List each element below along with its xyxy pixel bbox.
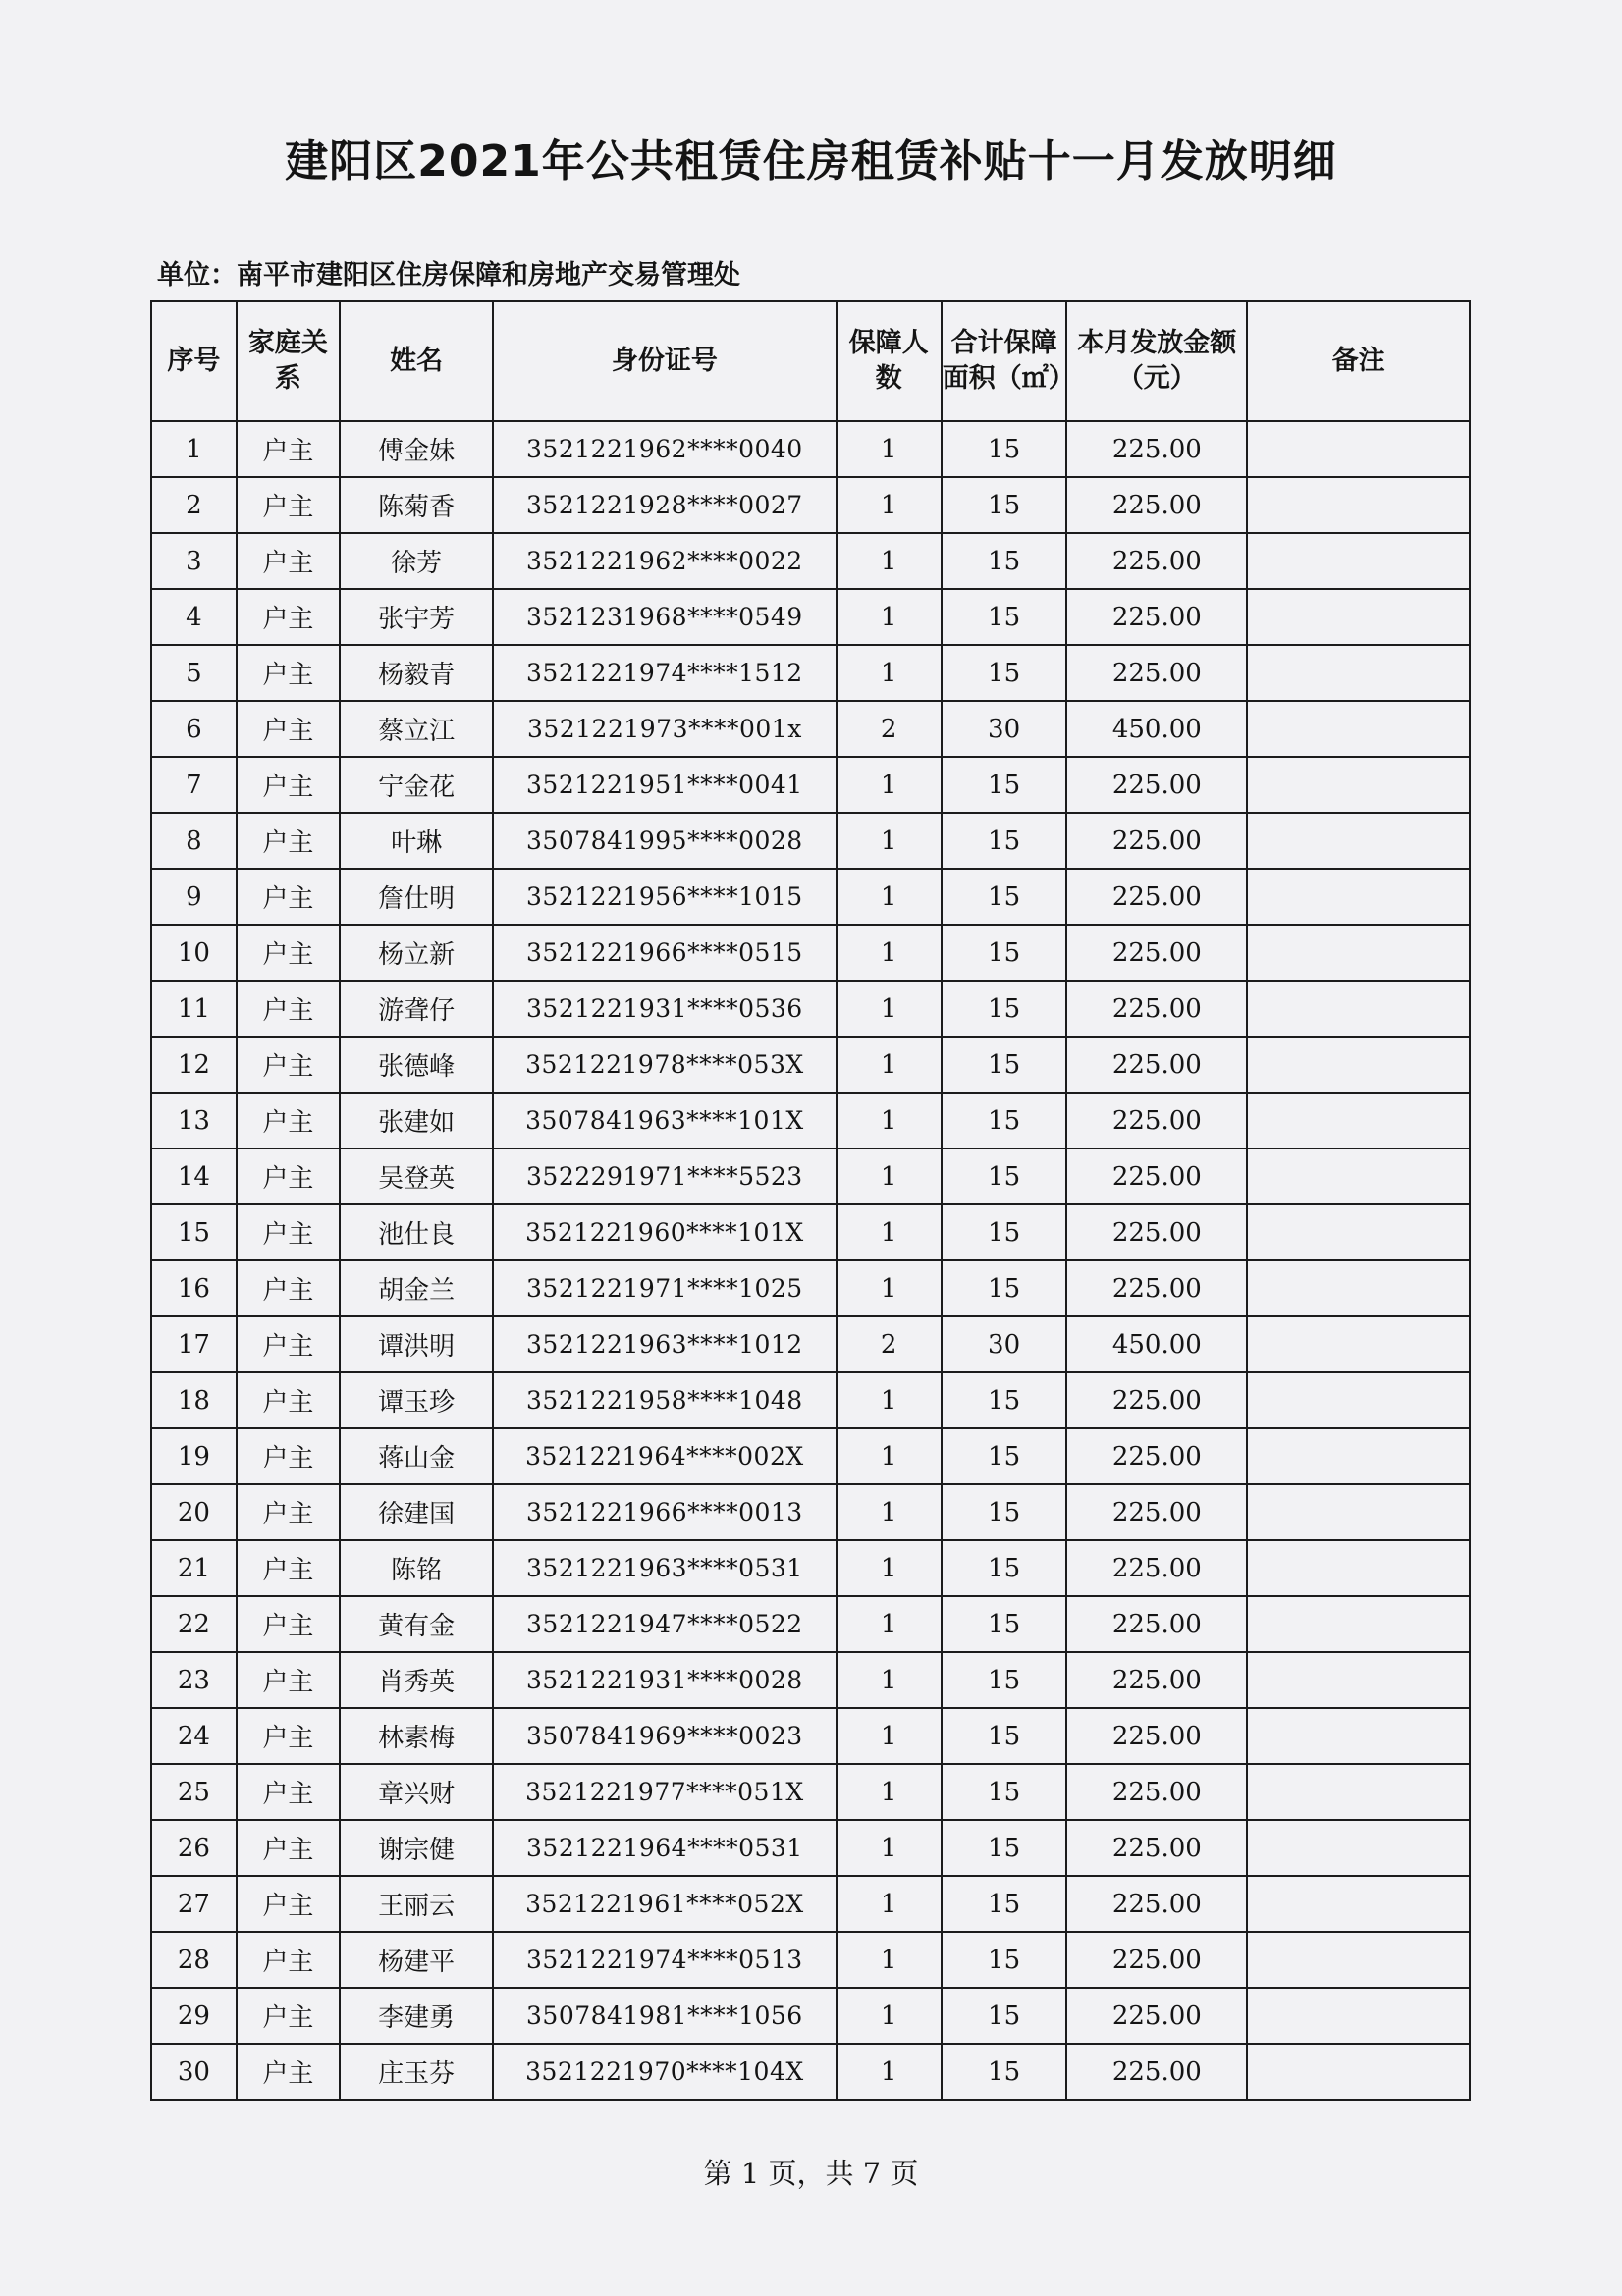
cell-persons: 2 (837, 701, 942, 757)
cell-persons: 1 (837, 1428, 942, 1484)
cell-persons: 1 (837, 1764, 942, 1820)
cell-note (1247, 1428, 1470, 1484)
table-row (151, 589, 1470, 645)
table-row (151, 1316, 1470, 1372)
table-row (151, 1260, 1470, 1316)
cell-note (1247, 981, 1470, 1037)
cell-amount: 225.00 (1066, 1596, 1247, 1652)
cell-name: 庄玉芬 (340, 2044, 493, 2100)
cell-id: 3521221966****0515 (493, 925, 836, 981)
cell-area: 15 (942, 645, 1067, 701)
cell-name: 叶琳 (340, 813, 493, 869)
cell-persons: 1 (837, 757, 942, 813)
table-row (151, 1708, 1470, 1764)
cell-note (1247, 1372, 1470, 1428)
cell-persons: 1 (837, 813, 942, 869)
cell-seq: 10 (151, 925, 237, 981)
cell-area: 15 (942, 1876, 1067, 1932)
table-row (151, 981, 1470, 1037)
cell-note (1247, 1540, 1470, 1596)
cell-relation: 户主 (237, 589, 340, 645)
cell-note (1247, 1148, 1470, 1204)
cell-id: 3507841963****101X (493, 1093, 836, 1148)
table-row (151, 1428, 1470, 1484)
cell-area: 15 (942, 1093, 1067, 1148)
cell-area: 15 (942, 1820, 1067, 1876)
subsidy-table (150, 300, 1471, 2101)
cell-seq: 28 (151, 1932, 237, 1988)
cell-relation: 户主 (237, 1596, 340, 1652)
cell-persons: 1 (837, 1093, 942, 1148)
cell-id: 3521221958****1048 (493, 1372, 836, 1428)
cell-amount: 225.00 (1066, 869, 1247, 925)
cell-persons: 1 (837, 1596, 942, 1652)
cell-name: 陈铭 (340, 1540, 493, 1596)
cell-seq: 26 (151, 1820, 237, 1876)
header-id: 身份证号 (493, 301, 836, 421)
cell-relation: 户主 (237, 1484, 340, 1540)
cell-relation: 户主 (237, 533, 340, 589)
table-row (151, 1204, 1470, 1260)
cell-name: 杨毅青 (340, 645, 493, 701)
cell-relation: 户主 (237, 1540, 340, 1596)
cell-area: 15 (942, 1596, 1067, 1652)
cell-amount: 225.00 (1066, 1484, 1247, 1540)
cell-relation: 户主 (237, 1148, 340, 1204)
table-row (151, 701, 1470, 757)
cell-area: 15 (942, 1708, 1067, 1764)
cell-name: 傅金妹 (340, 421, 493, 477)
cell-id: 3521221964****002X (493, 1428, 836, 1484)
cell-seq: 4 (151, 589, 237, 645)
cell-relation: 户主 (237, 1988, 340, 2044)
cell-note (1247, 1764, 1470, 1820)
cell-note (1247, 2044, 1470, 2100)
cell-persons: 1 (837, 1484, 942, 1540)
cell-note (1247, 645, 1470, 701)
cell-id: 3521221963****0531 (493, 1540, 836, 1596)
cell-id: 3522291971****5523 (493, 1148, 836, 1204)
table-row (151, 645, 1470, 701)
table-row (151, 533, 1470, 589)
cell-amount: 225.00 (1066, 1708, 1247, 1764)
cell-persons: 1 (837, 1204, 942, 1260)
cell-id: 3521221931****0028 (493, 1652, 836, 1708)
cell-id: 3521221951****0041 (493, 757, 836, 813)
cell-seq: 24 (151, 1708, 237, 1764)
cell-amount: 225.00 (1066, 1204, 1247, 1260)
cell-persons: 1 (837, 589, 942, 645)
cell-amount: 225.00 (1066, 2044, 1247, 2100)
cell-seq: 1 (151, 421, 237, 477)
table-row (151, 2044, 1470, 2100)
cell-note (1247, 1093, 1470, 1148)
header-seq: 序号 (151, 301, 237, 421)
cell-amount: 225.00 (1066, 1652, 1247, 1708)
cell-relation: 户主 (237, 925, 340, 981)
cell-relation: 户主 (237, 1932, 340, 1988)
cell-amount: 225.00 (1066, 1988, 1247, 2044)
table-row (151, 757, 1470, 813)
cell-relation: 户主 (237, 477, 340, 533)
header-area: 合计保障面积（㎡） (942, 301, 1067, 421)
cell-area: 15 (942, 1372, 1067, 1428)
cell-note (1247, 477, 1470, 533)
cell-name: 徐建国 (340, 1484, 493, 1540)
cell-note (1247, 813, 1470, 869)
cell-id: 3521221956****1015 (493, 869, 836, 925)
table-row (151, 1148, 1470, 1204)
cell-note (1247, 701, 1470, 757)
cell-name: 王丽云 (340, 1876, 493, 1932)
cell-persons: 1 (837, 1988, 942, 2044)
cell-persons: 2 (837, 1316, 942, 1372)
table-row (151, 1540, 1470, 1596)
cell-note (1247, 1596, 1470, 1652)
cell-area: 15 (942, 925, 1067, 981)
cell-seq: 23 (151, 1652, 237, 1708)
cell-area: 15 (942, 1932, 1067, 1988)
cell-name: 徐芳 (340, 533, 493, 589)
cell-area: 15 (942, 1428, 1067, 1484)
cell-id: 3521221962****0040 (493, 421, 836, 477)
cell-id: 3521231968****0549 (493, 589, 836, 645)
cell-name: 张德峰 (340, 1037, 493, 1093)
cell-id: 3521221928****0027 (493, 477, 836, 533)
cell-amount: 225.00 (1066, 1428, 1247, 1484)
cell-persons: 1 (837, 421, 942, 477)
cell-area: 15 (942, 1540, 1067, 1596)
cell-name: 谭洪明 (340, 1316, 493, 1372)
cell-seq: 17 (151, 1316, 237, 1372)
cell-name: 谭玉珍 (340, 1372, 493, 1428)
cell-amount: 225.00 (1066, 421, 1247, 477)
cell-seq: 19 (151, 1428, 237, 1484)
cell-area: 15 (942, 2044, 1067, 2100)
cell-amount: 225.00 (1066, 1876, 1247, 1932)
cell-area: 15 (942, 1204, 1067, 1260)
cell-seq: 20 (151, 1484, 237, 1540)
cell-area: 30 (942, 701, 1067, 757)
cell-area: 15 (942, 477, 1067, 533)
table-row (151, 421, 1470, 477)
cell-relation: 户主 (237, 421, 340, 477)
page-number: 第 1 页，共 7 页 (703, 2157, 919, 2190)
header-note: 备注 (1247, 301, 1470, 421)
cell-seq: 16 (151, 1260, 237, 1316)
cell-id: 3521221963****1012 (493, 1316, 836, 1372)
table-row (151, 1093, 1470, 1148)
cell-area: 15 (942, 1037, 1067, 1093)
cell-note (1247, 1037, 1470, 1093)
cell-name: 池仕良 (340, 1204, 493, 1260)
cell-amount: 225.00 (1066, 1148, 1247, 1204)
cell-id: 3521221974****1512 (493, 645, 836, 701)
cell-name: 陈菊香 (340, 477, 493, 533)
table-row (151, 1372, 1470, 1428)
cell-seq: 13 (151, 1093, 237, 1148)
cell-persons: 1 (837, 1652, 942, 1708)
cell-id: 3507841981****1056 (493, 1988, 836, 2044)
table-row (151, 1652, 1470, 1708)
cell-persons: 1 (837, 1932, 942, 1988)
cell-amount: 450.00 (1066, 1316, 1247, 1372)
cell-area: 15 (942, 757, 1067, 813)
cell-amount: 225.00 (1066, 1260, 1247, 1316)
table-row (151, 1932, 1470, 1988)
cell-seq: 11 (151, 981, 237, 1037)
table-row (151, 477, 1470, 533)
cell-area: 15 (942, 589, 1067, 645)
cell-amount: 450.00 (1066, 701, 1247, 757)
table-row (151, 1037, 1470, 1093)
cell-relation: 户主 (237, 981, 340, 1037)
cell-relation: 户主 (237, 869, 340, 925)
cell-amount: 225.00 (1066, 645, 1247, 701)
cell-seq: 5 (151, 645, 237, 701)
cell-persons: 1 (837, 869, 942, 925)
cell-id: 3521221931****0536 (493, 981, 836, 1037)
cell-persons: 1 (837, 645, 942, 701)
cell-relation: 户主 (237, 1204, 340, 1260)
cell-relation: 户主 (237, 2044, 340, 2100)
cell-relation: 户主 (237, 645, 340, 701)
cell-area: 15 (942, 1148, 1067, 1204)
cell-seq: 15 (151, 1204, 237, 1260)
cell-name: 詹仕明 (340, 869, 493, 925)
cell-persons: 1 (837, 1260, 942, 1316)
cell-amount: 225.00 (1066, 477, 1247, 533)
cell-id: 3521221947****0522 (493, 1596, 836, 1652)
cell-id: 3507841969****0023 (493, 1708, 836, 1764)
cell-name: 杨立新 (340, 925, 493, 981)
cell-name: 张建如 (340, 1093, 493, 1148)
cell-note (1247, 757, 1470, 813)
header-amount: 本月发放金额（元） (1066, 301, 1247, 421)
cell-persons: 1 (837, 1708, 942, 1764)
cell-name: 蒋山金 (340, 1428, 493, 1484)
cell-seq: 22 (151, 1596, 237, 1652)
cell-id: 3521221961****052X (493, 1876, 836, 1932)
cell-seq: 21 (151, 1540, 237, 1596)
cell-name: 胡金兰 (340, 1260, 493, 1316)
cell-seq: 27 (151, 1876, 237, 1932)
table-row (151, 1596, 1470, 1652)
header-persons: 保障人数 (837, 301, 942, 421)
cell-persons: 1 (837, 1540, 942, 1596)
cell-relation: 户主 (237, 1260, 340, 1316)
cell-seq: 2 (151, 477, 237, 533)
cell-seq: 8 (151, 813, 237, 869)
cell-relation: 户主 (237, 1652, 340, 1708)
cell-name: 肖秀英 (340, 1652, 493, 1708)
cell-id: 3521221977****051X (493, 1764, 836, 1820)
cell-note (1247, 869, 1470, 925)
cell-name: 吴登英 (340, 1148, 493, 1204)
cell-area: 15 (942, 1652, 1067, 1708)
cell-relation: 户主 (237, 1820, 340, 1876)
cell-persons: 1 (837, 981, 942, 1037)
cell-note (1247, 1316, 1470, 1372)
cell-area: 15 (942, 1988, 1067, 2044)
cell-persons: 1 (837, 1876, 942, 1932)
cell-note (1247, 1260, 1470, 1316)
cell-persons: 1 (837, 1372, 942, 1428)
cell-note (1247, 1204, 1470, 1260)
header-name: 姓名 (340, 301, 493, 421)
cell-id: 3521221978****053X (493, 1037, 836, 1093)
cell-relation: 户主 (237, 1764, 340, 1820)
cell-area: 15 (942, 1484, 1067, 1540)
cell-persons: 1 (837, 925, 942, 981)
header-relation: 家庭关系 (237, 301, 340, 421)
table-row (151, 813, 1470, 869)
cell-amount: 225.00 (1066, 1764, 1247, 1820)
cell-note (1247, 589, 1470, 645)
unit-label: 单位：南平市建阳区住房保障和房地产交易管理处 (157, 260, 740, 291)
cell-area: 15 (942, 1260, 1067, 1316)
cell-relation: 户主 (237, 757, 340, 813)
cell-id: 3521221974****0513 (493, 1932, 836, 1988)
cell-persons: 1 (837, 1148, 942, 1204)
cell-amount: 225.00 (1066, 1820, 1247, 1876)
cell-id: 3521221973****001x (493, 701, 836, 757)
cell-area: 15 (942, 981, 1067, 1037)
cell-relation: 户主 (237, 813, 340, 869)
cell-seq: 6 (151, 701, 237, 757)
cell-note (1247, 1820, 1470, 1876)
table-header-row (151, 301, 1470, 421)
table-row (151, 1764, 1470, 1820)
cell-relation: 户主 (237, 701, 340, 757)
cell-persons: 1 (837, 1037, 942, 1093)
cell-id: 3521221964****0531 (493, 1820, 836, 1876)
cell-amount: 225.00 (1066, 981, 1247, 1037)
cell-name: 蔡立江 (340, 701, 493, 757)
cell-id: 3521221960****101X (493, 1204, 836, 1260)
cell-id: 3521221970****104X (493, 2044, 836, 2100)
cell-relation: 户主 (237, 1372, 340, 1428)
cell-note (1247, 1708, 1470, 1764)
table-row (151, 869, 1470, 925)
cell-relation: 户主 (237, 1428, 340, 1484)
cell-relation: 户主 (237, 1093, 340, 1148)
cell-name: 李建勇 (340, 1988, 493, 2044)
cell-note (1247, 1652, 1470, 1708)
cell-relation: 户主 (237, 1037, 340, 1093)
cell-persons: 1 (837, 533, 942, 589)
table-row (151, 1820, 1470, 1876)
cell-amount: 225.00 (1066, 813, 1247, 869)
cell-name: 张宇芳 (340, 589, 493, 645)
page-title: 建阳区2021年公共租赁住房租赁补贴十一月发放明细 (285, 136, 1337, 187)
cell-seq: 9 (151, 869, 237, 925)
cell-seq: 29 (151, 1988, 237, 2044)
cell-name: 谢宗健 (340, 1820, 493, 1876)
cell-area: 15 (942, 533, 1067, 589)
cell-seq: 18 (151, 1372, 237, 1428)
cell-area: 15 (942, 813, 1067, 869)
cell-id: 3521221966****0013 (493, 1484, 836, 1540)
cell-note (1247, 1988, 1470, 2044)
table-row (151, 1484, 1470, 1540)
cell-relation: 户主 (237, 1316, 340, 1372)
cell-id: 3521221962****0022 (493, 533, 836, 589)
cell-name: 宁金花 (340, 757, 493, 813)
cell-amount: 225.00 (1066, 925, 1247, 981)
cell-note (1247, 925, 1470, 981)
cell-area: 30 (942, 1316, 1067, 1372)
cell-amount: 225.00 (1066, 1372, 1247, 1428)
cell-note (1247, 1876, 1470, 1932)
cell-seq: 3 (151, 533, 237, 589)
cell-amount: 225.00 (1066, 1093, 1247, 1148)
cell-area: 15 (942, 1764, 1067, 1820)
cell-note (1247, 533, 1470, 589)
cell-note (1247, 1484, 1470, 1540)
cell-seq: 14 (151, 1148, 237, 1204)
cell-seq: 7 (151, 757, 237, 813)
cell-amount: 225.00 (1066, 589, 1247, 645)
cell-relation: 户主 (237, 1876, 340, 1932)
cell-seq: 30 (151, 2044, 237, 2100)
cell-amount: 225.00 (1066, 1932, 1247, 1988)
cell-persons: 1 (837, 1820, 942, 1876)
cell-seq: 12 (151, 1037, 237, 1093)
table-row (151, 1876, 1470, 1932)
cell-persons: 1 (837, 477, 942, 533)
cell-name: 林素梅 (340, 1708, 493, 1764)
cell-seq: 25 (151, 1764, 237, 1820)
cell-note (1247, 421, 1470, 477)
cell-name: 黄有金 (340, 1596, 493, 1652)
cell-area: 15 (942, 869, 1067, 925)
cell-relation: 户主 (237, 1708, 340, 1764)
cell-name: 游聋仔 (340, 981, 493, 1037)
cell-amount: 225.00 (1066, 533, 1247, 589)
cell-persons: 1 (837, 2044, 942, 2100)
cell-amount: 225.00 (1066, 757, 1247, 813)
cell-area: 15 (942, 421, 1067, 477)
cell-note (1247, 1932, 1470, 1988)
table-row (151, 1988, 1470, 2044)
cell-id: 3507841995****0028 (493, 813, 836, 869)
cell-name: 章兴财 (340, 1764, 493, 1820)
cell-amount: 225.00 (1066, 1037, 1247, 1093)
cell-name: 杨建平 (340, 1932, 493, 1988)
cell-id: 3521221971****1025 (493, 1260, 836, 1316)
cell-amount: 225.00 (1066, 1540, 1247, 1596)
table-row (151, 925, 1470, 981)
